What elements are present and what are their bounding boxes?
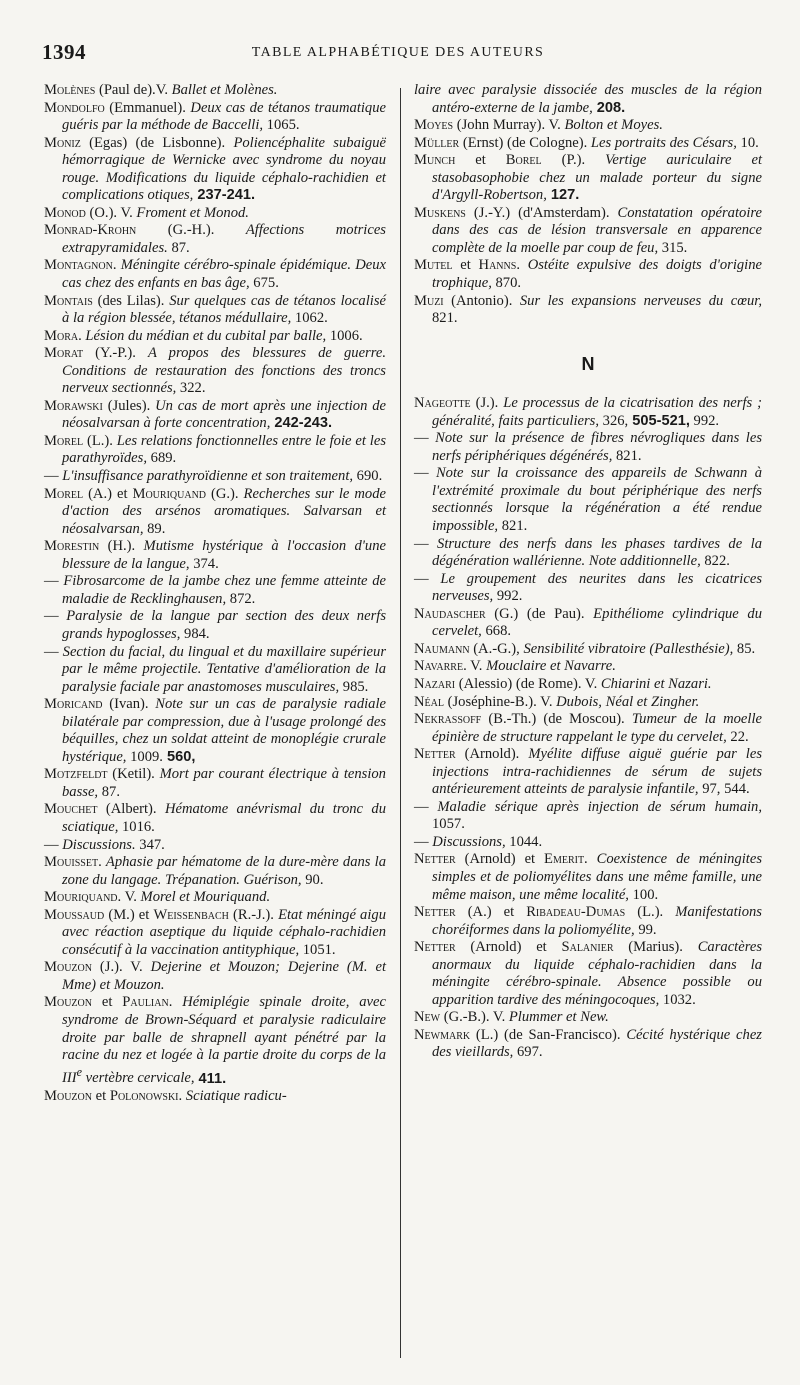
author-details: (L.). bbox=[83, 432, 117, 449]
index-entry bbox=[414, 711, 762, 746]
index-entry bbox=[44, 573, 386, 608]
repeat-dash: — bbox=[414, 430, 436, 447]
author-name: Mouzon bbox=[44, 994, 92, 1011]
index-entry bbox=[414, 851, 762, 904]
work-title: Fibrosarcome de la jambe chez une femme atteinte de maladie de Recklinghausen, bbox=[62, 573, 386, 607]
repeat-dash: — bbox=[414, 833, 433, 850]
author-name: Molènes bbox=[44, 82, 96, 98]
work-title: Dubois, Néal et Zingher. bbox=[556, 693, 700, 710]
author-name: Moussaud bbox=[44, 906, 105, 923]
page-ref: 822. bbox=[700, 553, 730, 570]
page-ref: 690. bbox=[353, 468, 383, 485]
work-title: Myélite diffuse aiguë guérie par les injections intra-rachidiennes de sérum de sujets antérieurement atteints de paralysie infantile, bbox=[432, 746, 762, 798]
page-ref: 992. bbox=[689, 412, 720, 429]
index-entry bbox=[44, 1088, 386, 1106]
work-title: Plummer et New. bbox=[508, 1009, 609, 1026]
repeat-dash: — bbox=[44, 836, 63, 853]
author-details: (J.). bbox=[470, 395, 504, 412]
index-entry bbox=[414, 641, 762, 659]
work-title: Sur quelques cas de tétanos localisé à la région blessée, tétanos médullaire, bbox=[62, 292, 386, 327]
work-title: Un cas de mort après une injection de néosalvarsan à forte concentration, bbox=[62, 397, 386, 432]
page-ref: 1044. bbox=[505, 833, 543, 850]
index-entry bbox=[414, 536, 762, 571]
page-ref: 1016. bbox=[118, 818, 155, 835]
work-title: Recherches sur le mode d'action des arsénos aromatiques. Salvarsan et néosalvarsan, bbox=[62, 485, 386, 537]
index-entry bbox=[414, 1009, 762, 1027]
author-name: Mouzon bbox=[44, 1088, 92, 1105]
index-entry bbox=[414, 205, 762, 258]
author-name: Muzi bbox=[414, 292, 444, 309]
coauthor-name: Salanier bbox=[561, 939, 614, 956]
work-title: Chiarini et Nazari. bbox=[600, 675, 712, 692]
index-entry bbox=[44, 837, 386, 855]
work-title: Paralysie de la langue par section des deux nerfs grands hypoglosses, bbox=[62, 608, 386, 642]
page-ref: 689. bbox=[147, 450, 177, 467]
index-entry bbox=[44, 293, 386, 328]
work-title: Morel et Mouriquand. bbox=[140, 889, 271, 906]
index-entry bbox=[44, 82, 386, 100]
author-name: Mouchet bbox=[44, 801, 98, 818]
work-title: Ostéite expulsive des doigts d'origine trophique, bbox=[432, 257, 762, 292]
author-details: (A.) et bbox=[83, 485, 133, 502]
coauthor-details bbox=[172, 994, 182, 1010]
page-ref: 1062. bbox=[291, 310, 328, 327]
page-ref: 872. bbox=[226, 590, 256, 607]
work-title: Note sur un cas de paralysie radiale bilatérale par compression, due à l'usage prolongé des béquilles, chez un soldat atteint de monoplégie crurale hystérique, bbox=[62, 696, 386, 765]
work-title: Dejerine et Mouzon; Dejerine (M. et Mme) et Mouzon. bbox=[62, 959, 387, 993]
repeat-dash: — bbox=[414, 798, 438, 815]
index-entry bbox=[44, 644, 386, 697]
work-title: Section du facial, du lingual et du maxillaire supérieur par le même projectile. Tentative d'amélioration de la paralysie faciale par anastomoses musculaires, bbox=[62, 643, 386, 695]
work-title: Bolton et Moyes. bbox=[564, 117, 663, 134]
page-ref: 821. bbox=[612, 447, 642, 464]
author-details: (Antonio). bbox=[443, 292, 520, 309]
index-entry bbox=[414, 293, 762, 328]
page-ref: 87. bbox=[98, 783, 120, 800]
coauthor-details: (L.). bbox=[625, 904, 676, 921]
author-name: Netter bbox=[414, 904, 456, 921]
author-details: (J.). V. bbox=[91, 959, 151, 976]
work-title: Affections motrices extrapyramidales. bbox=[62, 222, 386, 256]
work-title: Froment et Monod. bbox=[136, 204, 249, 221]
author-name: Néal bbox=[414, 693, 444, 710]
work-title: Structure des nerfs dans les phases tardives de la dégénération wallérienne. Note additionnelle, bbox=[432, 535, 762, 570]
coauthor-details: (Marius). bbox=[613, 939, 698, 956]
work-title: Constatation opératoire dans des cas de lésion transversale en apparence complète de la moelle par coup de feu, bbox=[432, 204, 762, 256]
author-name: Morawski bbox=[44, 397, 103, 414]
work-title: Poliencéphalite subaiguë hémorragique de Wernicke avec syndrome du noyau rouge. Modifications du liquide céphalo-rachidien et complications otiques, bbox=[62, 134, 386, 204]
page-number: 1394 bbox=[42, 40, 86, 64]
running-title: TABLE ALPHABÉTIQUE DES AUTEURS bbox=[251, 45, 545, 60]
author-name: Monod bbox=[44, 204, 86, 221]
index-entry bbox=[44, 994, 386, 1088]
right-column bbox=[414, 82, 762, 1062]
page-ref: 315. bbox=[658, 239, 688, 256]
work-title: Méningite cérébro-spinale épidémique. Deux cas chez des enfants en bas âge, bbox=[62, 257, 386, 292]
work-title: Hémiplégie spinale droite, avec syndrome de Brown-Séquard et paralysie radiculaire droite par balle de shrapnell ayant pénétré par la racine du nez et logée à la partie droite du corps de la IIIe vertèbre cervicale, bbox=[62, 994, 386, 1087]
author-name: Netter bbox=[414, 939, 456, 956]
index-entry bbox=[44, 889, 386, 907]
author-details: (Alessio) (de Rome). V. bbox=[455, 675, 601, 692]
work-title: Sciatique radicu- bbox=[185, 1088, 287, 1105]
author-details: (B.-Th.) (de Moscou). bbox=[481, 711, 632, 728]
page-ref-bold: 237-241. bbox=[193, 187, 256, 204]
page-ref: 1006. bbox=[326, 327, 363, 344]
work-title: Ballet et Molènes. bbox=[171, 82, 278, 98]
author-details: (John Murray). V. bbox=[453, 117, 565, 134]
work-title: Caractères anormaux du liquide céphalo-rachidien dans la méningite cérébro-spinale. Absence possible ou apparition tardive des méningocoques, bbox=[432, 939, 762, 1008]
page-ref: 985. bbox=[339, 678, 369, 695]
author-name: Mouriquand. bbox=[44, 889, 122, 906]
coauthor-name: Paulian. bbox=[122, 994, 173, 1011]
section-letter: N bbox=[581, 353, 595, 374]
index-entry bbox=[44, 696, 386, 766]
index-entry bbox=[44, 345, 386, 398]
author-name: Naumann bbox=[414, 640, 470, 657]
author-name: Muskens bbox=[414, 204, 466, 221]
work-title: Vertige auriculaire et stasobasophobie chez un malade porteur du signe d'Argyll-Robertson, bbox=[432, 152, 762, 204]
work-title: Lésion du médian et du cubital par balle, bbox=[85, 327, 327, 344]
repeat-dash: — bbox=[44, 573, 64, 590]
author-name: Moyes bbox=[414, 117, 454, 134]
page-ref: 22. bbox=[726, 728, 749, 745]
work-title: Les portraits des Césars, bbox=[590, 134, 737, 151]
index-entry bbox=[414, 658, 762, 676]
work-title: Discussions, bbox=[432, 833, 506, 850]
coauthor-name: Borel bbox=[505, 152, 542, 169]
author-details: (J.-Y.) (d'Amsterdam). bbox=[465, 204, 618, 221]
author-details: (Emmanuel). bbox=[104, 99, 191, 116]
author-details: (Egas) (de Lisbonne). bbox=[80, 134, 234, 151]
page-ref: 821. bbox=[432, 310, 458, 327]
repeat-dash: — bbox=[44, 608, 67, 625]
work-title: Aphasie par hématome de la dure-mère dans la zone du langage. Trépanation. Guérison, bbox=[62, 854, 386, 888]
author-details: et bbox=[91, 994, 123, 1011]
index-entry bbox=[414, 117, 762, 135]
page-ref: 99. bbox=[634, 921, 657, 938]
coauthor-name: Hanns. bbox=[478, 257, 520, 274]
work-title: Sensibilité vibratoire (Pallesthésie), bbox=[523, 640, 734, 657]
page-ref: 89. bbox=[143, 520, 166, 537]
page-ref: 1032. bbox=[659, 991, 696, 1008]
author-name: Montais bbox=[44, 292, 93, 309]
author-details: (O.). V. bbox=[85, 204, 137, 221]
index-entry bbox=[414, 746, 762, 799]
author-details: (G.) (de Pau). bbox=[485, 605, 594, 622]
page-ref-bold: 242-243. bbox=[270, 415, 333, 432]
index-entry bbox=[44, 100, 386, 135]
index-entry bbox=[44, 222, 386, 257]
page-ref: 90. bbox=[301, 871, 324, 888]
work-title: Le groupement des neurites dans les cicatrices nerveuses, bbox=[432, 570, 762, 605]
page-ref-bold: 560, bbox=[162, 748, 196, 765]
index-entry bbox=[44, 959, 386, 994]
index-entry bbox=[414, 395, 762, 430]
index-entry bbox=[414, 257, 762, 292]
author-details: (Ivan). bbox=[102, 696, 156, 713]
page-ref: 97, 544. bbox=[698, 781, 750, 798]
page-ref: 992. bbox=[493, 588, 523, 605]
page-ref-bold: 411. bbox=[194, 1070, 227, 1087]
coauthor-details: (P.). bbox=[541, 152, 606, 169]
page-ref: 870. bbox=[491, 275, 522, 292]
index-entry bbox=[414, 430, 762, 465]
index-entry bbox=[414, 135, 762, 153]
index-entry bbox=[414, 571, 762, 606]
work-title: Discussions. bbox=[62, 836, 136, 853]
page-ref: 1051. bbox=[299, 941, 336, 958]
index-entry bbox=[44, 398, 386, 433]
author-details: (Albert). bbox=[97, 801, 165, 818]
author-name: Mora. bbox=[44, 327, 82, 344]
coauthor-name: Emerit. bbox=[544, 851, 588, 868]
author-details: (Ernst) (de Cologne). bbox=[459, 134, 591, 151]
page-ref: 675. bbox=[249, 275, 279, 292]
author-name: Moricand bbox=[44, 696, 103, 713]
work-title: Tumeur de la moelle épinière de structure rappelant le type du cervelet, bbox=[432, 711, 762, 745]
author-details: (Jules). bbox=[102, 397, 156, 414]
index-entry bbox=[414, 606, 762, 641]
index-entry bbox=[44, 257, 386, 292]
author-name: Mouisset. bbox=[44, 854, 102, 871]
index-entry bbox=[44, 433, 386, 468]
author-name: Monrad-Krohn bbox=[44, 222, 137, 239]
page-ref: 10. bbox=[736, 134, 759, 151]
index-entry bbox=[44, 205, 386, 223]
author-name: Morat bbox=[44, 345, 84, 362]
page-ref-bold: 127. bbox=[546, 187, 580, 204]
author-details: et bbox=[452, 257, 479, 274]
author-details: (M.) et bbox=[104, 906, 154, 923]
work-title: Epithéliome cylindrique du cervelet, bbox=[432, 605, 762, 640]
author-details: V. bbox=[466, 658, 487, 675]
index-entry bbox=[414, 465, 762, 535]
author-name: Mutel bbox=[414, 257, 453, 274]
index-entry bbox=[44, 854, 386, 889]
work-title: Etat méningé aigu avec réaction aseptique du liquide céphalo-rachidien consécutif à la vaccination antityphique, bbox=[62, 906, 386, 958]
repeat-dash: — bbox=[44, 643, 63, 660]
page-ref: 1065. bbox=[263, 117, 300, 134]
author-name: Motzfeldt bbox=[44, 766, 108, 783]
page-ref: 984. bbox=[180, 625, 210, 642]
page-ref: 1057. bbox=[432, 816, 465, 833]
page-ref-bold: 208. bbox=[592, 99, 626, 116]
page-header bbox=[42, 40, 754, 70]
work-title: Note sur la présence de fibres névrogliques dans les nerfs périphériques dégénérés, bbox=[432, 430, 762, 464]
work-title: Mort par courant électrique à tension basse, bbox=[62, 766, 386, 800]
author-name: Moniz bbox=[44, 134, 81, 151]
index-entry bbox=[414, 939, 762, 1009]
work-title: laire avec paralysie dissociée des muscles de la région antéro-externe de la jambe, bbox=[414, 82, 762, 116]
work-title: Deux cas de tétanos traumatique guéris par la méthode de Baccelli, bbox=[62, 99, 386, 134]
index-entry bbox=[414, 152, 762, 205]
page-ref: 326, bbox=[599, 412, 629, 429]
work-title: A propos des blessures de guerre. Conditions de restauration des fonctions des troncs nerveux sectionnés, bbox=[62, 345, 386, 397]
work-title: L'insuffisance parathyroïdienne et son traitement, bbox=[62, 468, 354, 485]
author-details: (H.). bbox=[99, 538, 144, 555]
page-ref: 668. bbox=[481, 623, 512, 640]
coauthor-name: Mouriquand bbox=[132, 485, 207, 502]
index-entry bbox=[414, 799, 762, 834]
author-details: (Joséphine-B.). V. bbox=[443, 693, 557, 710]
page-ref: 347. bbox=[135, 836, 165, 853]
author-name: Netter bbox=[414, 746, 456, 763]
index-entry bbox=[44, 328, 386, 346]
author-name: Naudascher bbox=[414, 605, 486, 622]
index-entry bbox=[414, 694, 762, 712]
author-details: (L.) (de San-Francisco). bbox=[470, 1026, 627, 1043]
index-entry bbox=[414, 1027, 762, 1062]
index-entry bbox=[44, 468, 386, 486]
page-ref: 85. bbox=[733, 640, 756, 657]
work-title: Mouclaire et Navarre. bbox=[486, 658, 616, 675]
repeat-dash: — bbox=[414, 465, 436, 482]
left-column bbox=[44, 82, 386, 1106]
coauthor-name: Ribadeau-Dumas bbox=[526, 904, 626, 921]
index-entry bbox=[44, 135, 386, 205]
page-ref: 322. bbox=[176, 380, 206, 397]
repeat-dash: — bbox=[44, 468, 63, 485]
index-entry bbox=[44, 766, 386, 801]
work-title: Mutisme hystérique à l'occasion d'une blessure de la langue, bbox=[62, 538, 386, 572]
author-details: (Arnold). bbox=[455, 746, 529, 763]
author-details: (Y.-P.). bbox=[83, 345, 148, 362]
page-ref: 821. bbox=[498, 518, 528, 535]
index-entry bbox=[414, 676, 762, 694]
repeat-dash: — bbox=[414, 535, 438, 552]
author-name: Nazari bbox=[414, 675, 456, 692]
coauthor-details: (G.). bbox=[206, 485, 244, 502]
index-entry bbox=[44, 538, 386, 573]
author-details: (Arnold) et bbox=[455, 851, 545, 868]
work-title: Le processus de la cicatrisation des nerfs ; généralité, faits particuliers, bbox=[432, 395, 762, 429]
author-name: Mondolfo bbox=[44, 99, 105, 116]
index-entry bbox=[44, 486, 386, 539]
work-title: Coexistence de méningites simples et de poliomyélites dans une même famille, une même maison, une même localité, bbox=[432, 851, 762, 903]
index-entry bbox=[44, 907, 386, 960]
author-details: et bbox=[455, 152, 506, 169]
author-name: Navarre. bbox=[414, 658, 467, 675]
author-name: Nageotte bbox=[414, 395, 471, 412]
author-details: (G.-H.). bbox=[136, 222, 246, 239]
coauthor-details bbox=[520, 257, 528, 273]
author-details: V. bbox=[121, 889, 141, 906]
work-title: Hématome anévrismal du tronc du sciatique, bbox=[62, 801, 386, 835]
index-entry bbox=[414, 834, 762, 852]
index-entry bbox=[44, 801, 386, 836]
page-ref: 1009. bbox=[126, 748, 163, 765]
index-entry bbox=[44, 608, 386, 643]
work-title: Cécité hystérique chez des vieillards, bbox=[432, 1026, 762, 1061]
author-name: Newmark bbox=[414, 1026, 471, 1043]
index-entry bbox=[414, 904, 762, 939]
author-name: Montagnon. bbox=[44, 257, 117, 274]
author-name: Netter bbox=[414, 851, 456, 868]
author-name: Morel bbox=[44, 432, 84, 449]
author-name: Mouzon bbox=[44, 959, 92, 976]
author-name: New bbox=[414, 1009, 441, 1026]
author-name: Munch bbox=[414, 152, 456, 169]
coauthor-name: Weissenbach bbox=[153, 906, 229, 923]
author-details: (Arnold) et bbox=[455, 939, 562, 956]
coauthor-details bbox=[588, 851, 597, 867]
work-title: Note sur la croissance des appareils de Schwann à l'extrémité proximale du bout périphérique des nerfs sectionnés lorsque la régénération a été rendue impossible, bbox=[432, 465, 762, 535]
work-title: Manifestations choréiformes dans la poliomyélite, bbox=[432, 904, 762, 938]
index-entry bbox=[414, 82, 762, 117]
work-title: Maladie sérique après injection de sérum humain, bbox=[437, 798, 762, 815]
author-details: (Ketil). bbox=[107, 766, 160, 783]
repeat-dash: — bbox=[414, 570, 441, 587]
author-details: (Paul de).V. bbox=[95, 82, 172, 98]
work-title: Les relations fonctionnelles entre le foie et les parathyroïdes, bbox=[62, 432, 386, 467]
coauthor-details: (R.-J.). bbox=[228, 906, 279, 923]
author-details: (A.) et bbox=[455, 904, 527, 921]
page-ref: 87. bbox=[167, 239, 190, 256]
author-details: (A.-G.), bbox=[469, 640, 524, 657]
page-ref-bold: 505-521, bbox=[628, 412, 690, 429]
author-details: (G.-B.). V. bbox=[440, 1009, 509, 1026]
author-details: et bbox=[91, 1088, 110, 1105]
author-name: Morestin bbox=[44, 538, 100, 555]
coauthor-name: Polonowski. bbox=[109, 1088, 183, 1105]
author-name: Müller bbox=[414, 134, 460, 151]
page-ref: 100. bbox=[628, 886, 659, 903]
work-title: Sur les expansions nerveuses du cœur, bbox=[519, 292, 762, 309]
author-name: Morel bbox=[44, 485, 84, 502]
page-ref: 697. bbox=[513, 1044, 543, 1061]
page-ref: 374. bbox=[189, 555, 219, 572]
author-details: (des Lilas). bbox=[92, 292, 170, 309]
author-name: Nekrassoff bbox=[414, 711, 482, 728]
column-divider bbox=[400, 88, 401, 1358]
